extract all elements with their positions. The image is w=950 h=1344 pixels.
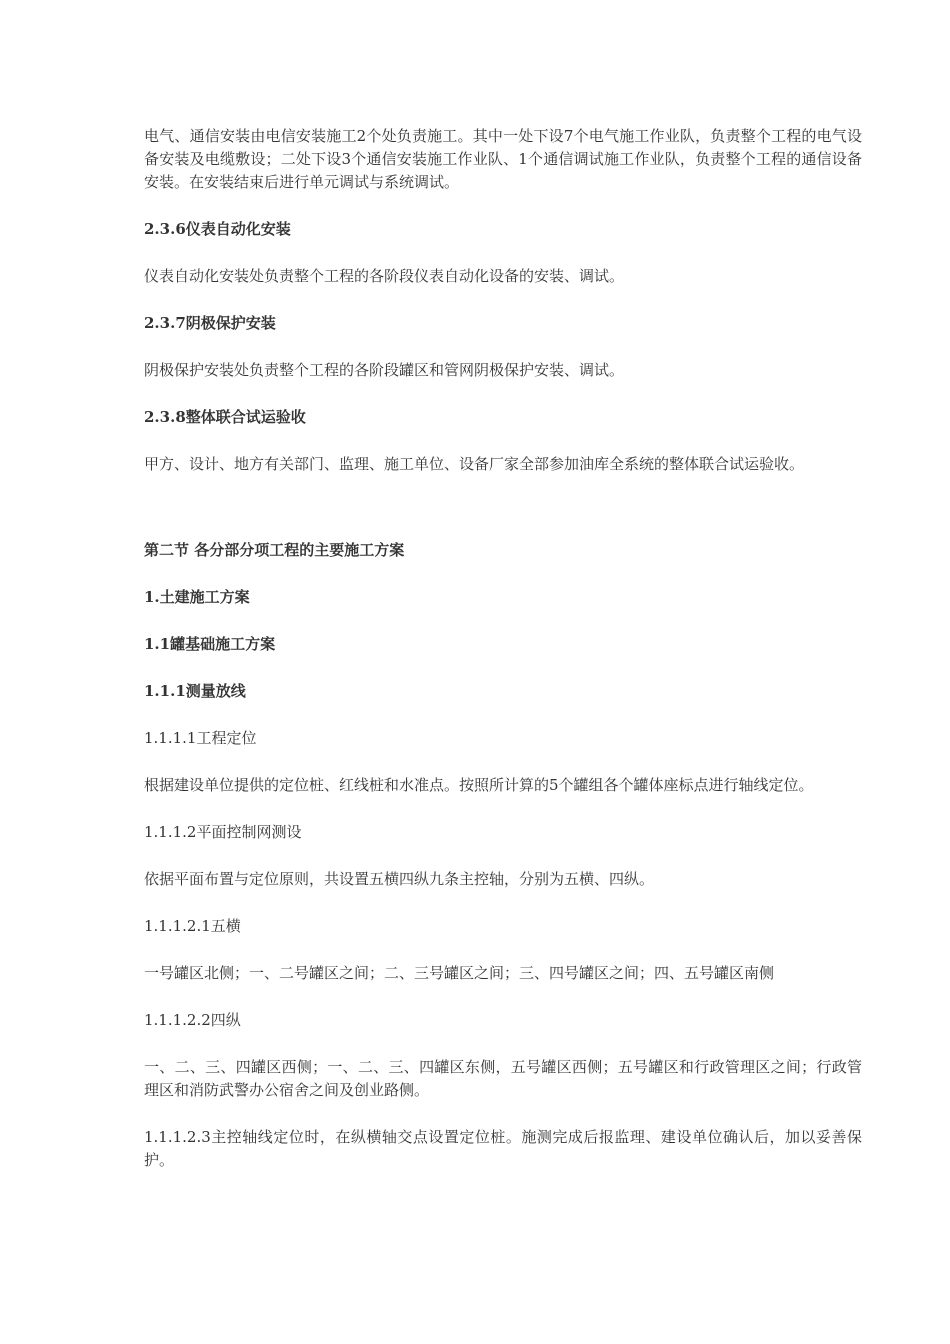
- paragraph-control-axes: 依据平面布置与定位原则，共设置五横四纵九条主控轴，分别为五横、四纵。: [144, 870, 655, 888]
- document-page: [144, 125, 862, 1172]
- heading-2-3-8: 2.3.8整体联合试运验收: [144, 408, 306, 426]
- heading-1-1-1-survey: 1.1.1测量放线: [144, 682, 246, 700]
- heading-2-3-6: 2.3.6仪表自动化安装: [144, 220, 291, 238]
- paragraph-instrument-install: 仪表自动化安装处负责整个工程的各阶段仪表自动化设备的安装、调试。: [144, 267, 625, 285]
- paragraph-four-vertical: 一、二、三、四罐区西侧；一、二、三、四罐区东侧，五号罐区西侧；五号罐区和行政管理区之间；行政管理区和消防武警办公宿舍之间及创业路侧。: [144, 1058, 862, 1099]
- paragraph-electrical-install: 电气、通信安装由电信安装施工2个处负责施工。其中一处下设7个电气施工作业队，负责整个工程的电气设备安装及电缆敷设；二处下设3个通信安装施工作业队、1个通信调试施工作业队，负责整个工程的通信设备安装。在安装结束后进行单元调试与系统调试。: [144, 127, 862, 191]
- heading-1-civil: 1.土建施工方案: [144, 588, 250, 606]
- paragraph-five-horizontal: 一号罐区北侧；一、二号罐区之间；二、三号罐区之间；三、四号罐区之间；四、五号罐区南侧: [144, 964, 775, 982]
- paragraph-joint-trial-acceptance: 甲方、设计、地方有关部门、监理、施工单位、设备厂家全部参加油库全系统的整体联合试运验收。: [144, 455, 805, 473]
- paragraph-cathodic-protection: 阴极保护安装处负责整个工程的各阶段罐区和管网阴极保护安装、调试。: [144, 361, 625, 379]
- subheading-1-1-1-2-2: 1.1.1.2.2四纵: [144, 1011, 241, 1029]
- heading-2-3-7: 2.3.7阴极保护安装: [144, 314, 276, 332]
- subheading-1-1-1-2-1: 1.1.1.2.1五横: [144, 917, 241, 935]
- heading-1-1-tank-foundation: 1.1罐基础施工方案: [144, 635, 276, 653]
- paragraph-positioning: 根据建设单位提供的定位桩、红线桩和水准点。按照所计算的5个罐组各个罐体座标点进行轴线定位。: [144, 776, 814, 794]
- paragraph-1-1-1-2-3: 1.1.1.2.3主控轴线定位时，在纵横轴交点设置定位桩。施测完成后报监理、建设单位确认后，加以妥善保护。: [144, 1128, 862, 1169]
- heading-section-two: 第二节 各分部分项工程的主要施工方案: [144, 541, 405, 559]
- subheading-1-1-1-2: 1.1.1.2平面控制网测设: [144, 823, 302, 841]
- subheading-1-1-1-1: 1.1.1.1工程定位: [144, 729, 257, 747]
